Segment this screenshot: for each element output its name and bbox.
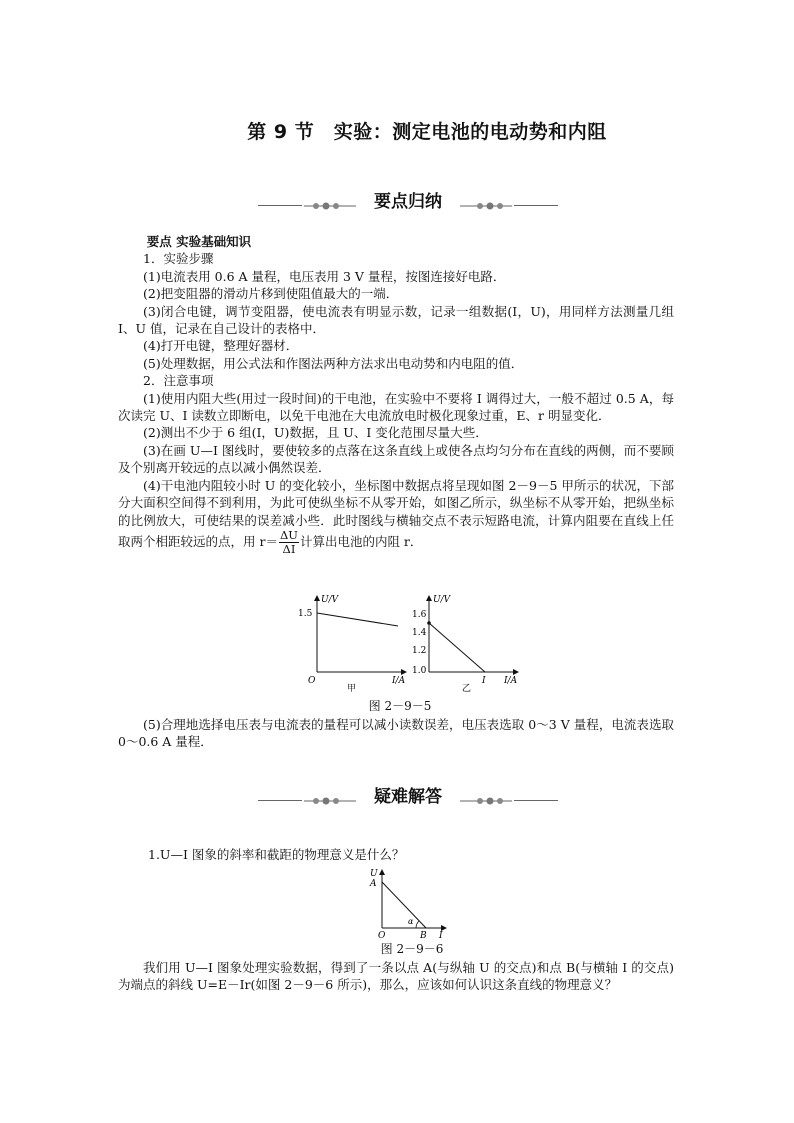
- question-1: 1.U—I 图象的斜率和截距的物理意义是什么？: [148, 847, 405, 862]
- left-xlabel: I/A: [392, 676, 406, 686]
- right-xlabel: I/A: [504, 676, 518, 686]
- fig6-point-b: B: [420, 931, 427, 941]
- note-item: [118, 477, 674, 556]
- formula-denominator: ΔI: [282, 541, 296, 556]
- step-item: (1)电流表用 0.6 A 量程，电压表用 3 V 量程，按图连接好电路．: [143, 268, 506, 284]
- note-item: (1)使用内阻大些(用过一段时间)的干电池，在实验中不要将 I 调得过大，一般不超过 0.5 A，每次读完 U、I 读数立即断电，以免干电池在大电流放电时极化现象过重，E、r 明显变化．: [118, 390, 674, 424]
- key-points-body: [118, 233, 674, 556]
- right-xmark: I: [482, 676, 486, 686]
- fig6-ylabel: U: [370, 869, 378, 879]
- ornament-right-icon: [460, 199, 512, 213]
- right-caption: 乙: [462, 684, 472, 694]
- section-heading-label: 疑难解答: [374, 787, 442, 807]
- section-heading-difficulties: [258, 789, 558, 813]
- page-title: 第 9 节 实验：测定电池的电动势和内阻: [247, 121, 607, 143]
- ornament-right-icon: [460, 794, 512, 808]
- right-ytick: 1.4: [412, 628, 427, 638]
- fig6-point-a: A: [370, 879, 377, 889]
- right-ytick: 1.2: [412, 646, 427, 656]
- ui-line: [382, 882, 426, 928]
- notes-title: 2．注意事项: [143, 373, 214, 389]
- step-item: (2)把变阻器的滑动片移到使阻值最大的一端．: [143, 286, 399, 302]
- note4-tail: 计算出电池的内阻 r．: [299, 533, 423, 549]
- step-item: (4)打开电键，整理好器材．: [143, 338, 299, 354]
- left-ylabel: U/V: [321, 595, 339, 605]
- right-ytick: 1.6: [412, 610, 427, 620]
- note-item: (2)测出不少于 6 组(I，U)数据，且 U、I 变化范围尽量大些．: [143, 425, 488, 441]
- ornament-left-icon: [304, 199, 356, 213]
- angle-arc: [416, 921, 419, 928]
- left-ui-line: [317, 613, 398, 626]
- note4-text: (4)干电池内阻较小时 U 的变化较小，坐标图中数据点将呈现如图 2－9－5 甲所示的状况，下部分大面积空间得不到利用，为此可使纵坐标不从零开始，如图乙所示，纵坐标不从零开始，把纵坐标的比例放大，可使结果的误差减小些．此时图线与横轴交点不表示短路电流，计算内阻要在直线上任取两个相距较远的点，用 r＝: [118, 477, 674, 549]
- section-heading-label: 要点归纳: [374, 192, 442, 212]
- fig6-origin: O: [378, 931, 386, 941]
- note-item: (5)合理地选择电压表与电流表的量程可以减小读数误差，电压表选取 0～3 V 量程，电流表选取 0～0.6 A 量程．: [118, 717, 674, 750]
- right-ytick: 1.0: [412, 666, 427, 676]
- answer-text: 我们用 U—I 图象处理实验数据，得到了一条以点 A(与纵轴 U 的交点)和点 B(与横轴 I 的交点)为端点的斜线 U=E－Ir(如图 2－9－6 所示)，那么，应该如何认识这条直线的物理意义？: [118, 960, 674, 993]
- figure-2-9-5: [290, 588, 530, 698]
- right-intercept-point: [427, 621, 431, 625]
- figure-2-9-6: [362, 864, 452, 942]
- fig6-xlabel: I: [439, 931, 443, 941]
- figure-2-9-6-caption: 图 2－9－6: [380, 942, 444, 956]
- figure-2-9-5-caption: 图 2－9－5: [368, 699, 432, 713]
- fig6-angle: α: [408, 917, 414, 926]
- formula-numerator: ΔU: [279, 527, 298, 542]
- answer-block: [118, 959, 674, 994]
- section-heading-key-points: [258, 194, 558, 218]
- left-caption: 甲: [347, 684, 357, 694]
- note5-block: [118, 716, 674, 751]
- right-ylabel: U/V: [433, 595, 451, 605]
- steps-title: 1．实验步骤: [143, 251, 214, 267]
- resistance-formula: [279, 529, 299, 556]
- step-item: (5)处理数据，用公式法和作图法两种方法求出电动势和内电阻的值．: [143, 355, 524, 371]
- ornament-left-icon: [304, 794, 356, 808]
- step-item: (3)闭合电键，调节变阻器，使电流表有明显示数，记录一组数据(I，U)，用同样方法测量几组 I、U 值，记录在自己设计的表格中．: [118, 303, 674, 337]
- right-ui-line: [429, 623, 485, 672]
- point-title: 要点 实验基础知识: [146, 234, 252, 249]
- left-origin: O: [308, 676, 316, 686]
- note-item: (3)在画 U—I 图线时，要使较多的点落在这条直线上或使各点均匀分布在直线的两侧，而不要顾及个别离开较远的点以减小偶然误差．: [118, 442, 674, 476]
- left-ytick: 1.5: [298, 609, 313, 619]
